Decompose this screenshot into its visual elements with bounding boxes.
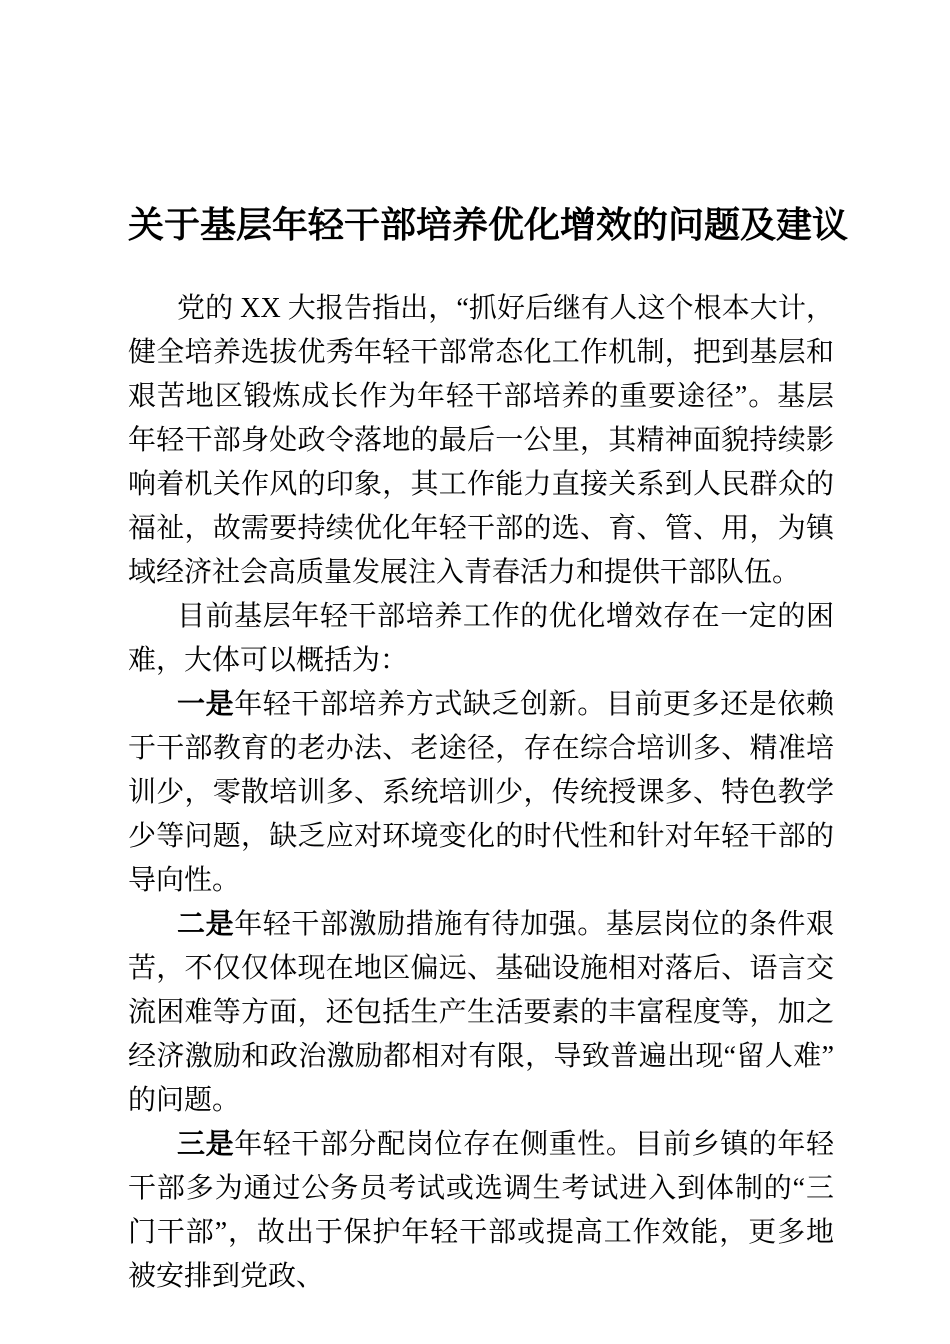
paragraph-lead: 一是	[177, 689, 235, 720]
document-title: 关于基层年轻干部培养优化增效的问题及建议	[128, 205, 849, 245]
paragraph-text: 党的 XX 大报告指出，“抓好后继有人这个根本大计，健全培养选拔优秀年轻干部常态化工作机制，把到基层和艰苦地区锻炼成长作为年轻干部培养的重要途径”。基层年轻干部身处政令落地的最后一公里，其精神面貌持续影响着机关作风的印象，其工作能力直接关系到人民群众的福祉，故需要持续优化年轻干部的选、育、管、用，为镇域经济社会高质量发展注入青春活力和提供干部队伍。	[128, 293, 834, 588]
paragraph-text: 年轻干部培养方式缺乏创新。目前更多还是依赖于干部教育的老办法、老途径，存在综合培训多、精准培训少，零散培训多、系统培训少，传统授课多、特色教学少等问题，缺乏应对环境变化的时代性和针对年轻干部的导向性。	[128, 689, 834, 896]
paragraph-text: 年轻干部分配岗位存在侧重性。目前乡镇的年轻干部多为通过公务员考试或选调生考试进入到体制的“三门干部”，故出于保护年轻干部或提高工作效能，更多地被安排到党政、	[128, 1129, 834, 1292]
paragraph	[128, 287, 834, 595]
paragraph	[128, 903, 834, 1123]
paragraph	[128, 683, 834, 903]
document-content	[128, 0, 849, 1299]
paragraph-text: 年轻干部激励措施有待加强。基层岗位的条件艰苦，不仅仅体现在地区偏远、基础设施相对落后、语言交流困难等方面，还包括生产生活要素的丰富程度等，加之经济激励和政治激励都相对有限，导致普遍出现“留人难”的问题。	[128, 909, 834, 1116]
paragraph-lead: 三是	[177, 1129, 235, 1160]
paragraph	[128, 595, 834, 683]
paragraph-lead: 二是	[177, 909, 235, 940]
paragraph-text: 目前基层年轻干部培养工作的优化增效存在一定的困难，大体可以概括为：	[128, 601, 834, 676]
document-body	[128, 287, 834, 1299]
paragraph	[128, 1123, 834, 1299]
